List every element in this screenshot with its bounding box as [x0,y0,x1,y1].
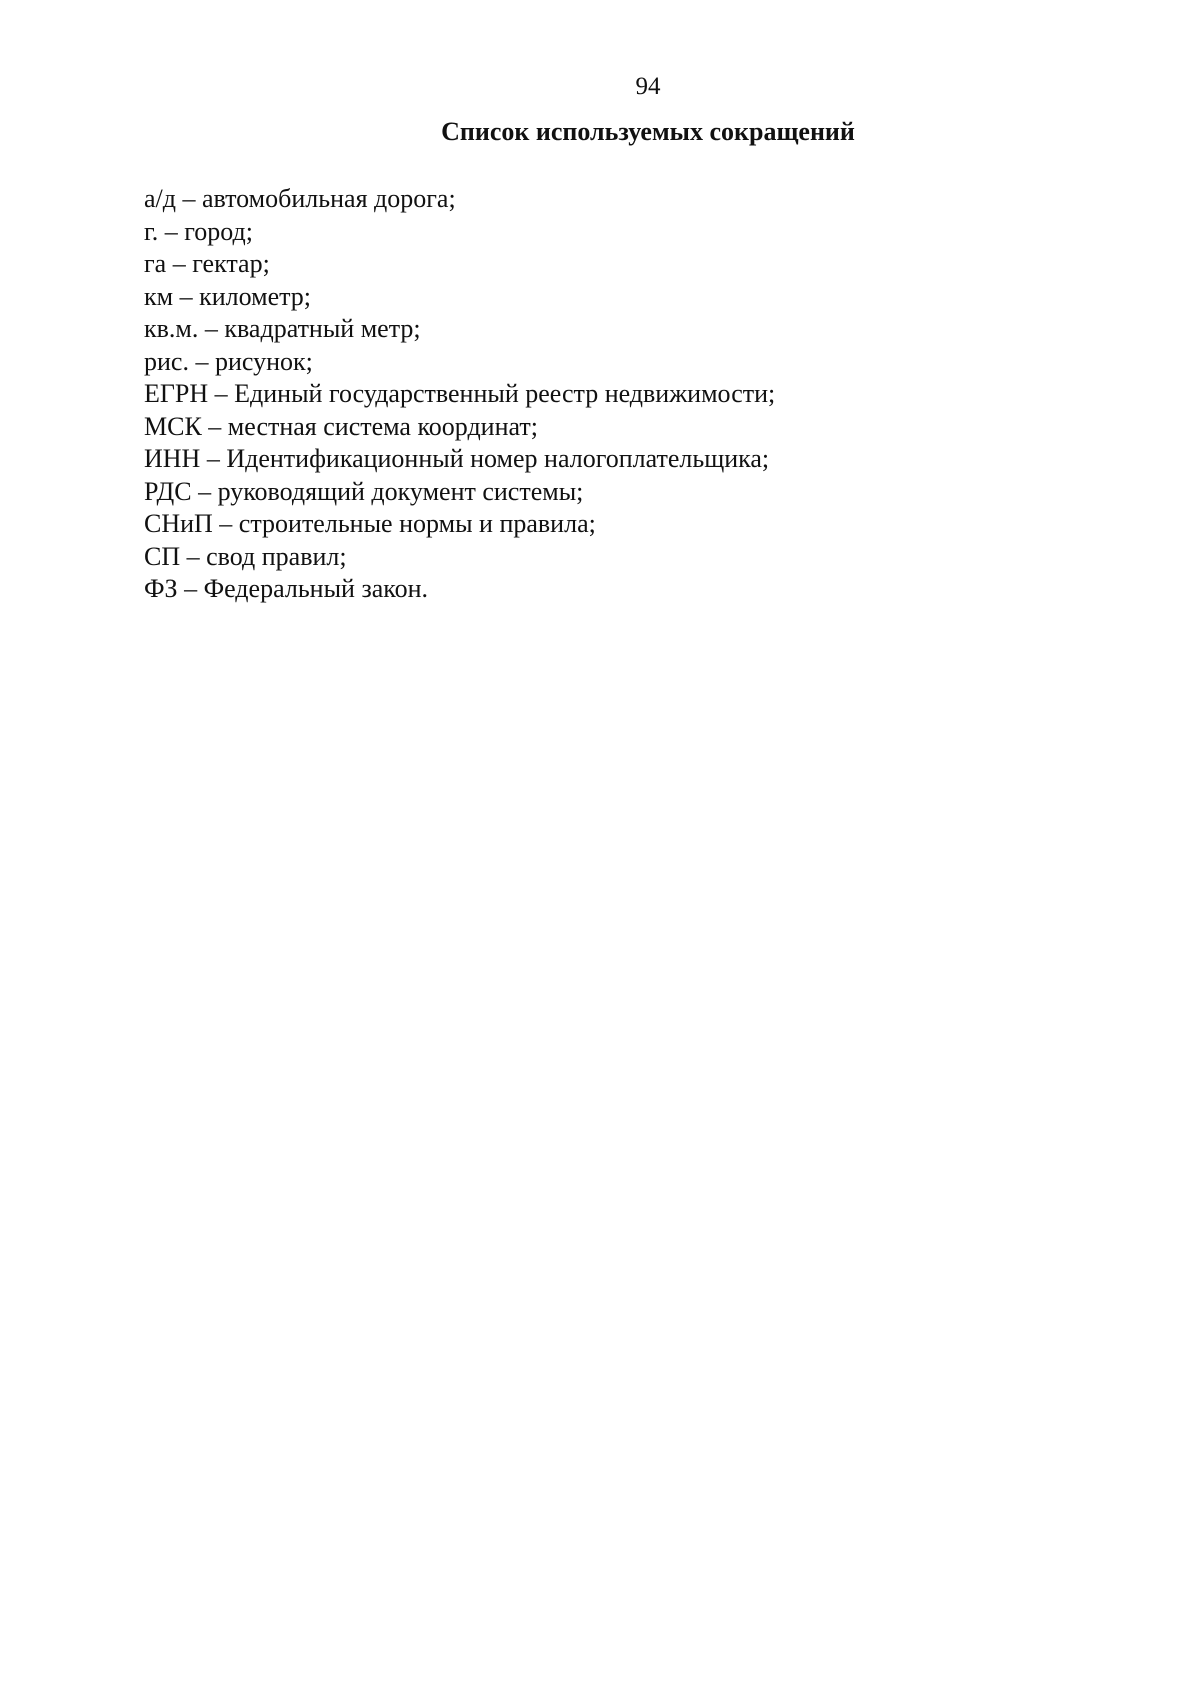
abbreviation-item: рис. – рисунок; [144,346,313,376]
abbreviation-item: ФЗ – Федеральный закон. [144,574,429,603]
abbreviation-item: СНиП – строительные нормы и правила; [144,509,596,538]
abbreviation-item: а/д – автомобильная дорога; [144,184,456,213]
abbreviation-item: ЕГРН – Единый государственный реестр недвижимости; [144,379,776,408]
abbreviation-item: кв.м. – квадратный метр; [144,314,421,343]
abbreviation-item: РДС – руководящий документ системы; [144,476,584,506]
abbreviation-item: га – гектар; [144,249,270,278]
abbreviation-item: км – километр; [144,281,312,311]
abbreviation-item: г. – город; [144,216,253,246]
abbreviation-item: ИНН – Идентификационный номер налогоплательщика; [144,444,770,473]
abbreviations-list [144,183,775,606]
page-number: 94 [635,73,661,100]
page-title: Список используемых сокращений [441,117,855,146]
abbreviation-item: СП – свод правил; [144,541,347,571]
abbreviation-item: МСК – местная система координат; [144,411,538,441]
